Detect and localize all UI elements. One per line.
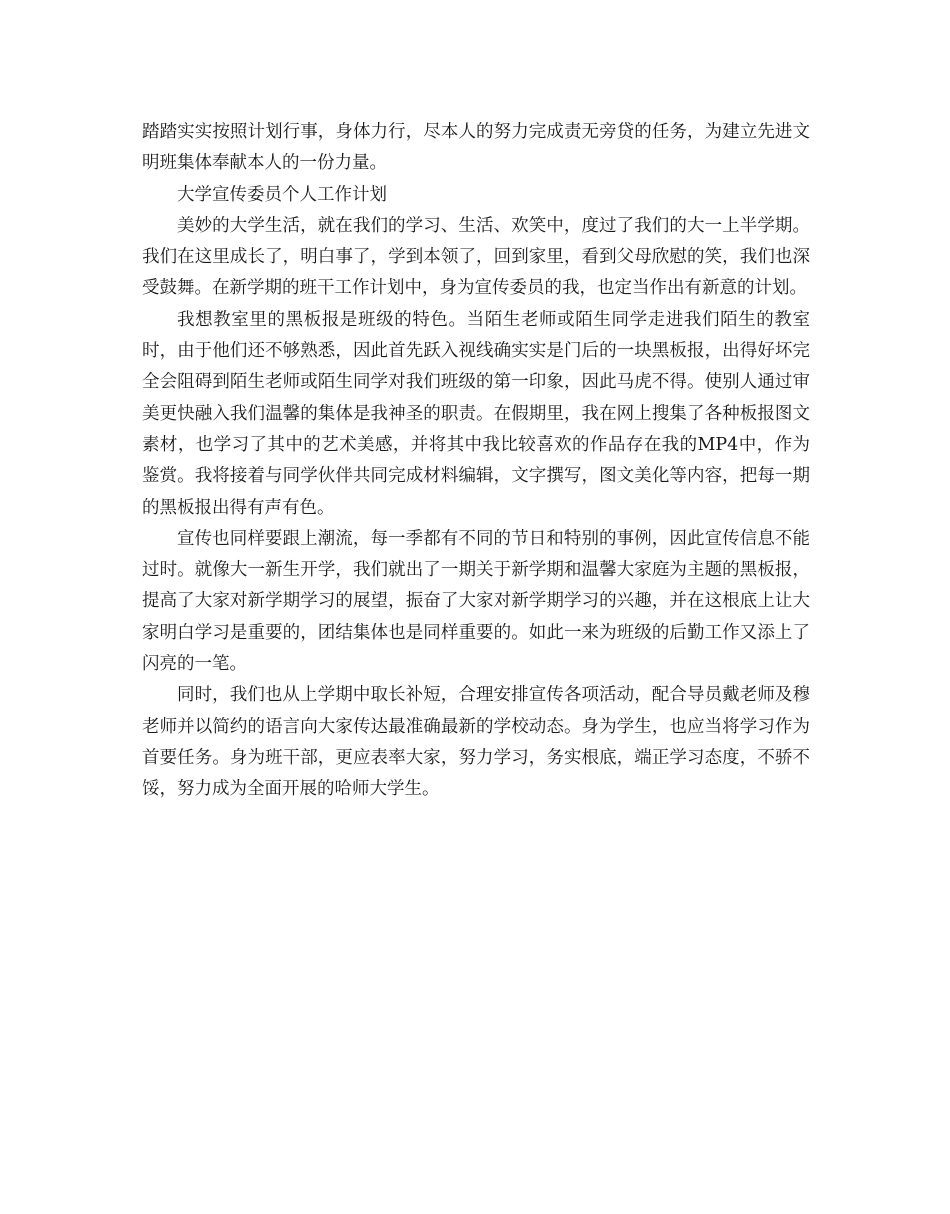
- section-title: 大学宣传委员个人工作计划: [177, 184, 387, 205]
- document-body: [142, 117, 810, 806]
- paragraph-blackboard: 我想教室里的黑板报是班级的特色。当陌生老师或陌生同学走进我们陌生的教室时，由于他们还不够熟悉，因此首先跃入视线确实实是门后的一块黑板报，出得好坏完全会阻碍到陌生老师或陌生同学对我们班级的第一印象，因此马虎不得。使别人通过审美更快融入我们温馨的集体是我神圣的职责。在假期里，我在网上搜集了各种板报图文素材，也学习了其中的艺术美感，并将其中我比较喜欢的作品存在我的MP4中，作为鉴赏。我将接着与同学伙伴共同完成材料编辑，文字撰写，图文美化等内容，把每一期的黑板报出得有声有色。: [142, 309, 810, 518]
- paragraph-trends: 宣传也同样要跟上潮流，每一季都有不同的节日和特别的事例，因此宣传信息不能过时。就像大一新生开学，我们就出了一期关于新学期和温馨大家庭为主题的黑板报，提高了大家对新学期学习的展望，振奋了大家对新学期学习的兴趣，并在这根底上让大家明白学习是重要的，团结集体也是同样重要的。如此一来为班级的后勤工作又添上了闪亮的一笔。: [142, 528, 810, 675]
- paragraph-continuation: 踏踏实实按照计划行事，身体力行，尽本人的努力完成责无旁贷的任务，为建立先进文明班集体奉献本人的一份力量。: [142, 122, 810, 174]
- paragraph-intro: 美妙的大学生活，就在我们的学习、生活、欢笑中，度过了我们的大一上半学期。我们在这里成长了，明白事了，学到本领了，回到家里，看到父母欣慰的笑，我们也深受鼓舞。在新学期的班干工作计划中，身为宣传委员的我，也定当作出有新意的计划。: [142, 215, 810, 299]
- paragraph-conclusion: 同时，我们也从上学期中取长补短，合理安排宣传各项活动，配合导员戴老师及穆老师并以简约的语言向大家传达最准确最新的学校动态。身为学生，也应当将学习作为首要任务。身为班干部，更应表率大家，努力学习，务实根底，端正学习态度，不骄不馁，努力成为全面开展的哈师大学生。: [142, 685, 810, 800]
